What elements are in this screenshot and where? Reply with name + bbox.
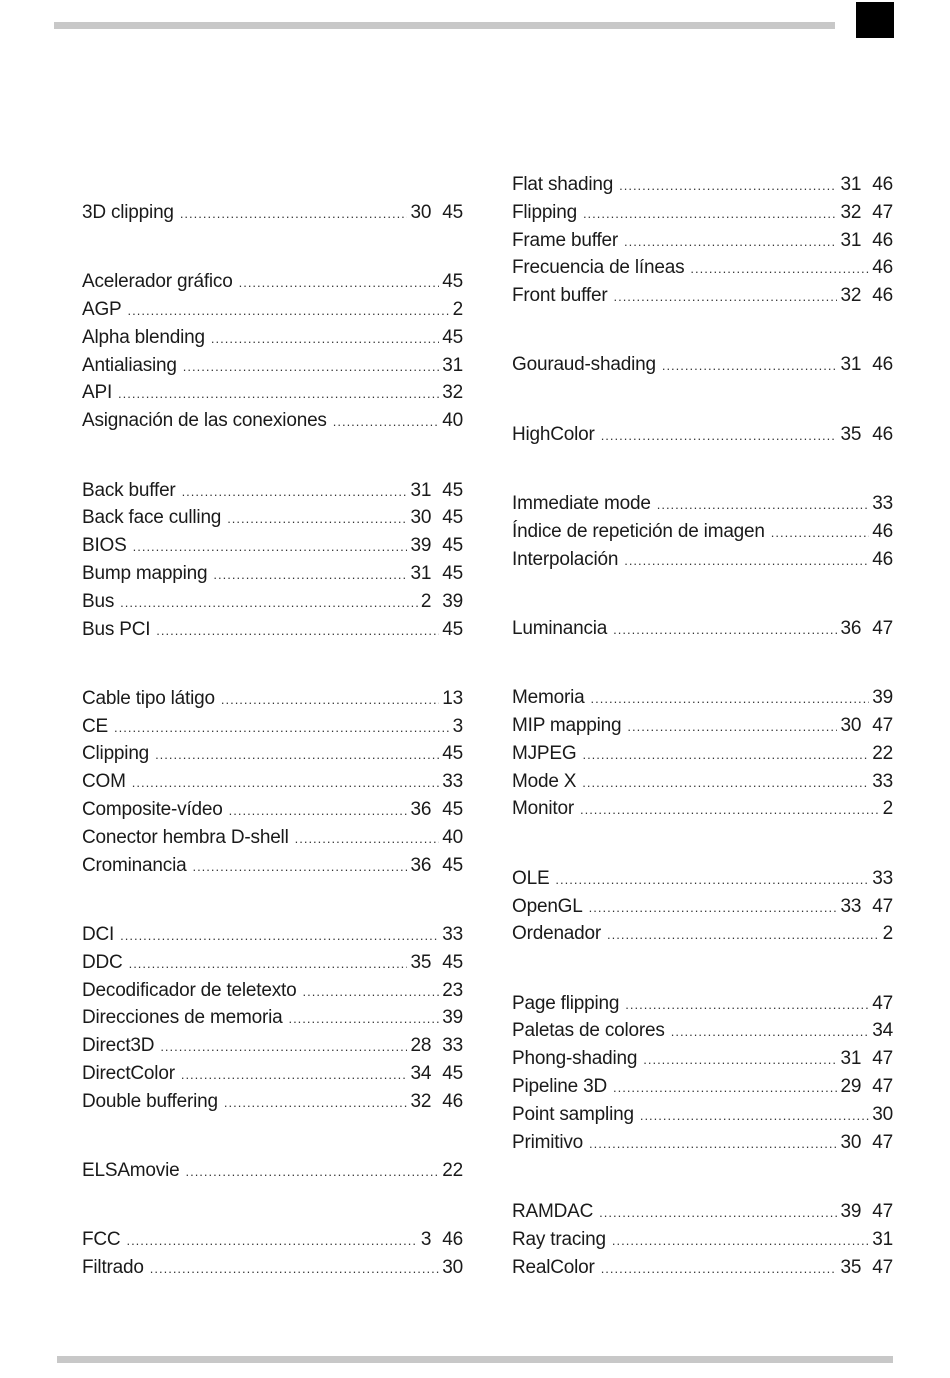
index-letter-group xyxy=(82,921,463,1116)
index-entry xyxy=(82,949,463,977)
index-entry xyxy=(512,893,893,921)
index-letter-group xyxy=(82,477,463,644)
index-entry xyxy=(82,1226,463,1254)
index-page-numbers: 2 xyxy=(882,923,893,945)
index-entry xyxy=(512,282,893,310)
index-page-numbers: 39 xyxy=(442,1007,463,1029)
dot-leader xyxy=(583,200,838,228)
index-entry xyxy=(512,1101,893,1129)
index-entry xyxy=(512,254,893,282)
index-entry xyxy=(82,616,463,644)
index-term: DCI xyxy=(82,923,115,945)
index-term: RAMDAC xyxy=(512,1200,594,1222)
index-page-numbers: 33 xyxy=(872,493,893,515)
index-page-numbers: 30 45 xyxy=(410,507,463,529)
index-term: Filtrado xyxy=(82,1257,144,1279)
dot-leader xyxy=(295,825,440,853)
index-column-left xyxy=(82,199,463,1323)
dot-leader xyxy=(601,1255,838,1283)
index-letter-group xyxy=(82,685,463,880)
index-term: AGP xyxy=(82,299,122,321)
index-entry xyxy=(82,324,463,352)
index-entry xyxy=(82,1060,463,1088)
index-page-numbers: 31 xyxy=(442,354,463,376)
index-entry xyxy=(82,199,463,227)
dot-leader xyxy=(662,352,838,380)
index-page-numbers: 13 xyxy=(442,687,463,709)
index-page-numbers: 33 xyxy=(442,923,463,945)
index-term: HighColor xyxy=(512,423,595,445)
index-page-numbers: 31 46 xyxy=(840,229,893,251)
index-term: Decodificador de teletexto xyxy=(82,979,297,1001)
dot-leader xyxy=(150,1255,440,1283)
index-page-numbers: 33 xyxy=(442,771,463,793)
dot-leader xyxy=(156,617,439,645)
index-entry xyxy=(512,712,893,740)
index-entry xyxy=(82,407,463,435)
index-term: Frecuencia de líneas xyxy=(512,257,685,279)
index-entry xyxy=(82,1032,463,1060)
index-entry xyxy=(82,685,463,713)
dot-leader xyxy=(591,685,870,713)
index-entry xyxy=(512,920,893,948)
index-entry xyxy=(512,795,893,823)
index-page-numbers: 32 47 xyxy=(840,201,893,223)
index-entry xyxy=(82,477,463,505)
index-term: Double buffering xyxy=(82,1090,218,1112)
index-term: Interpolación xyxy=(512,548,619,570)
index-entry xyxy=(82,1254,463,1282)
index-term: Immediate mode xyxy=(512,493,651,515)
dot-leader xyxy=(181,1061,408,1089)
index-page-numbers: 2 xyxy=(882,798,893,820)
index-term: Mode X xyxy=(512,770,577,792)
index-letter-group xyxy=(512,421,893,449)
index-page-numbers: 35 45 xyxy=(410,951,463,973)
index-entry xyxy=(82,768,463,796)
index-term: Direcciones de memoria xyxy=(82,1007,283,1029)
index-entry xyxy=(82,852,463,880)
index-entry xyxy=(512,1129,893,1157)
index-page-numbers: 40 xyxy=(442,410,463,432)
index-entry xyxy=(82,1157,463,1185)
index-entry xyxy=(82,504,463,532)
dot-leader xyxy=(288,1005,439,1033)
dot-leader xyxy=(120,922,439,950)
index-page-numbers: 40 xyxy=(442,826,463,848)
dot-leader xyxy=(185,1158,439,1186)
index-term: Flipping xyxy=(512,201,577,223)
index-term: ELSAmovie xyxy=(82,1160,180,1182)
dot-leader xyxy=(211,325,439,353)
index-entry xyxy=(82,532,463,560)
index-entry xyxy=(512,421,893,449)
index-page-numbers: 35 46 xyxy=(840,423,893,445)
index-page-numbers: 28 33 xyxy=(410,1035,463,1057)
index-page-numbers: 45 xyxy=(442,326,463,348)
index-term: Bus PCI xyxy=(82,618,151,640)
index-page-numbers: 45 xyxy=(442,271,463,293)
index-entry xyxy=(512,490,893,518)
dot-leader xyxy=(239,269,440,297)
index-entry xyxy=(82,296,463,324)
dot-leader xyxy=(657,491,870,519)
index-term: Flat shading xyxy=(512,174,614,195)
index-page-numbers: 36 47 xyxy=(840,617,893,639)
dot-leader xyxy=(118,380,439,408)
index-entry xyxy=(82,352,463,380)
dot-leader xyxy=(133,533,408,561)
index-page-numbers: 32 46 xyxy=(840,285,893,307)
index-term: Ray tracing xyxy=(512,1228,606,1250)
index-page-numbers: 33 xyxy=(872,867,893,889)
index-entry xyxy=(82,921,463,949)
index-page-numbers: 46 xyxy=(872,520,893,542)
index-page-numbers: 2 39 xyxy=(420,590,463,612)
index-entry xyxy=(82,977,463,1005)
index-term: Back buffer xyxy=(82,479,176,501)
index-page-numbers: 35 47 xyxy=(840,1256,893,1278)
index-term: Phong-shading xyxy=(512,1048,638,1070)
index-page-numbers: 36 45 xyxy=(410,854,463,876)
index-page-numbers: 32 46 xyxy=(410,1090,463,1112)
index-term: Frame buffer xyxy=(512,229,619,251)
index-term: DDC xyxy=(82,951,123,973)
index-page-numbers: 39 xyxy=(872,687,893,709)
dot-leader xyxy=(643,1046,837,1074)
dot-leader xyxy=(613,616,837,644)
index-term: Gouraud-shading xyxy=(512,354,656,376)
index-page-numbers: 47 xyxy=(872,992,893,1014)
index-page-numbers: 46 xyxy=(872,257,893,279)
index-page-numbers: 30 47 xyxy=(840,1131,893,1153)
index-term: Bump mapping xyxy=(82,562,208,584)
dot-leader xyxy=(582,769,869,797)
dot-leader xyxy=(155,741,439,769)
index-entry xyxy=(512,1017,893,1045)
index-term: COM xyxy=(82,771,126,793)
index-page-numbers: 3 46 xyxy=(420,1229,463,1251)
index-entry xyxy=(82,713,463,741)
index-entry xyxy=(512,865,893,893)
index-entry xyxy=(512,518,893,546)
dot-leader xyxy=(180,200,408,228)
index-entry xyxy=(512,171,893,199)
index-entry xyxy=(512,615,893,643)
index-page-numbers: 29 47 xyxy=(840,1076,893,1098)
index-page-numbers: 33 47 xyxy=(840,895,893,917)
index-term: Crominancia xyxy=(82,854,187,876)
dot-leader xyxy=(221,686,439,714)
index-letter-group xyxy=(512,351,893,379)
index-term: Memoria xyxy=(512,687,585,709)
dot-leader xyxy=(129,950,408,978)
index-page-numbers: 33 xyxy=(872,770,893,792)
index-letter-group xyxy=(512,990,893,1157)
index-page-numbers: 30 xyxy=(442,1257,463,1279)
index-page-numbers: 36 45 xyxy=(410,799,463,821)
index-term: 3D clipping xyxy=(82,202,174,223)
index-term: Direct3D xyxy=(82,1035,155,1057)
index-term: MJPEG xyxy=(512,742,577,764)
index-term: API xyxy=(82,382,113,404)
index-page-numbers: 39 47 xyxy=(840,1200,893,1222)
index-entry xyxy=(82,588,463,616)
index-term: Ordenador xyxy=(512,923,602,945)
dot-leader xyxy=(227,505,407,533)
index-letter-group xyxy=(512,684,893,823)
index-term: Acelerador gráfico xyxy=(82,271,233,293)
index-term: Alpha blending xyxy=(82,326,205,348)
index-entry xyxy=(82,1004,463,1032)
index-page-numbers: 31 45 xyxy=(410,562,463,584)
dot-leader xyxy=(640,1102,869,1130)
index-term: Pipeline 3D xyxy=(512,1076,607,1098)
index-entry xyxy=(512,227,893,255)
index-letter-group xyxy=(512,490,893,573)
dot-leader xyxy=(607,921,880,949)
index-page-numbers: 46 xyxy=(872,548,893,570)
dot-leader xyxy=(580,796,880,824)
dot-leader xyxy=(114,714,450,742)
index-term: Paletas de colores xyxy=(512,1020,665,1042)
index-term: Back face culling xyxy=(82,507,222,529)
index-term: Asignación de las conexiones xyxy=(82,410,327,432)
dot-leader xyxy=(589,1130,837,1158)
index-entry xyxy=(512,1254,893,1282)
index-column-right xyxy=(512,171,893,1323)
index-entry xyxy=(82,740,463,768)
index-entry xyxy=(512,1226,893,1254)
index-term: Point sampling xyxy=(512,1103,634,1125)
section-tab-marker xyxy=(856,2,894,38)
index-term: Primitivo xyxy=(512,1131,584,1153)
index-entry xyxy=(82,268,463,296)
dot-leader xyxy=(182,478,408,506)
dot-leader xyxy=(555,866,869,894)
index-page-numbers: 32 xyxy=(442,382,463,404)
dot-leader xyxy=(589,894,838,922)
index-entry xyxy=(512,546,893,574)
index-term: Page flipping xyxy=(512,992,620,1014)
dot-leader xyxy=(213,561,407,589)
index-page-numbers: 31 47 xyxy=(840,1048,893,1070)
index-page-numbers: 30 45 xyxy=(410,202,463,223)
index-page-numbers: 22 xyxy=(442,1160,463,1182)
dot-leader xyxy=(303,978,440,1006)
dot-leader xyxy=(613,1074,837,1102)
dot-leader xyxy=(625,991,869,1019)
index-entry xyxy=(512,740,893,768)
dot-leader xyxy=(599,1199,837,1227)
dot-leader xyxy=(624,547,869,575)
index-page-numbers: 30 xyxy=(872,1103,893,1125)
index-page-numbers: 45 xyxy=(442,743,463,765)
index-term: Luminancia xyxy=(512,617,608,639)
index-page-numbers: 23 xyxy=(442,979,463,1001)
index-page-numbers: 34 xyxy=(872,1020,893,1042)
dot-leader xyxy=(601,422,838,450)
index-page-numbers: 3 xyxy=(452,715,463,737)
index-term: Clipping xyxy=(82,743,150,765)
header-rule xyxy=(54,22,835,29)
dot-leader xyxy=(126,1227,417,1255)
dot-leader xyxy=(612,1227,869,1255)
index-entry xyxy=(82,796,463,824)
index-entry xyxy=(82,560,463,588)
index-term: Cable tipo látigo xyxy=(82,687,215,709)
dot-leader xyxy=(192,853,407,881)
index-term: FCC xyxy=(82,1229,121,1251)
index-entry xyxy=(82,824,463,852)
dot-leader xyxy=(120,589,418,617)
index-page-numbers: 45 xyxy=(442,618,463,640)
index-entry xyxy=(512,199,893,227)
index-page-numbers: 31 xyxy=(872,1228,893,1250)
index-entry xyxy=(512,1198,893,1226)
index-entry xyxy=(512,684,893,712)
dot-leader xyxy=(183,353,439,381)
index-page-numbers: 2 xyxy=(452,299,463,321)
dot-leader xyxy=(333,408,440,436)
index-letter-group xyxy=(82,1157,463,1185)
index-letter-group xyxy=(512,171,893,310)
index-term: DirectColor xyxy=(82,1062,175,1084)
dot-leader xyxy=(224,1089,408,1117)
index-page-numbers: 31 45 xyxy=(410,479,463,501)
index-entry xyxy=(512,768,893,796)
index-page-numbers: 31 46 xyxy=(840,174,893,195)
index-letter-group xyxy=(82,1226,463,1282)
dot-leader xyxy=(229,797,408,825)
index-term: Índice de repetición de imagen xyxy=(512,520,765,542)
index-entry xyxy=(512,990,893,1018)
index-term: MIP mapping xyxy=(512,715,622,737)
index-entry xyxy=(512,351,893,379)
index-term: CE xyxy=(82,715,108,737)
index-term: RealColor xyxy=(512,1256,595,1278)
index-page-numbers: 31 46 xyxy=(840,354,893,376)
index-letter-group xyxy=(512,865,893,948)
index-term: Bus xyxy=(82,590,115,612)
index-entry xyxy=(512,1073,893,1101)
dot-leader xyxy=(671,1018,870,1046)
index-entry xyxy=(82,1088,463,1116)
index-term: OpenGL xyxy=(512,895,583,917)
index-term: Conector hembra D-shell xyxy=(82,826,289,848)
index-letter-group xyxy=(512,1198,893,1281)
index-letter-group xyxy=(82,199,463,227)
dot-leader xyxy=(771,519,869,547)
index-letter-group xyxy=(512,615,893,643)
dot-leader xyxy=(128,297,450,325)
index-page-numbers: 34 45 xyxy=(410,1062,463,1084)
dot-leader xyxy=(613,283,837,311)
dot-leader xyxy=(132,769,440,797)
index-page-numbers: 30 47 xyxy=(840,715,893,737)
index-term: Front buffer xyxy=(512,285,608,307)
index-term: Antialiasing xyxy=(82,354,177,376)
index-term: Monitor xyxy=(512,798,574,820)
footer-rule xyxy=(57,1356,893,1363)
index-entry xyxy=(512,1045,893,1073)
dot-leader xyxy=(582,741,869,769)
index-letter-group xyxy=(82,268,463,435)
dot-leader xyxy=(619,172,837,200)
dot-leader xyxy=(160,1033,407,1061)
dot-leader xyxy=(690,255,869,283)
index-page-numbers: 39 45 xyxy=(410,535,463,557)
index-term: BIOS xyxy=(82,535,127,557)
dot-leader xyxy=(627,713,837,741)
index-term: OLE xyxy=(512,867,550,889)
dot-leader xyxy=(624,228,837,256)
index-term: Composite-vídeo xyxy=(82,799,223,821)
index-entry xyxy=(82,379,463,407)
index-page-numbers: 22 xyxy=(872,742,893,764)
